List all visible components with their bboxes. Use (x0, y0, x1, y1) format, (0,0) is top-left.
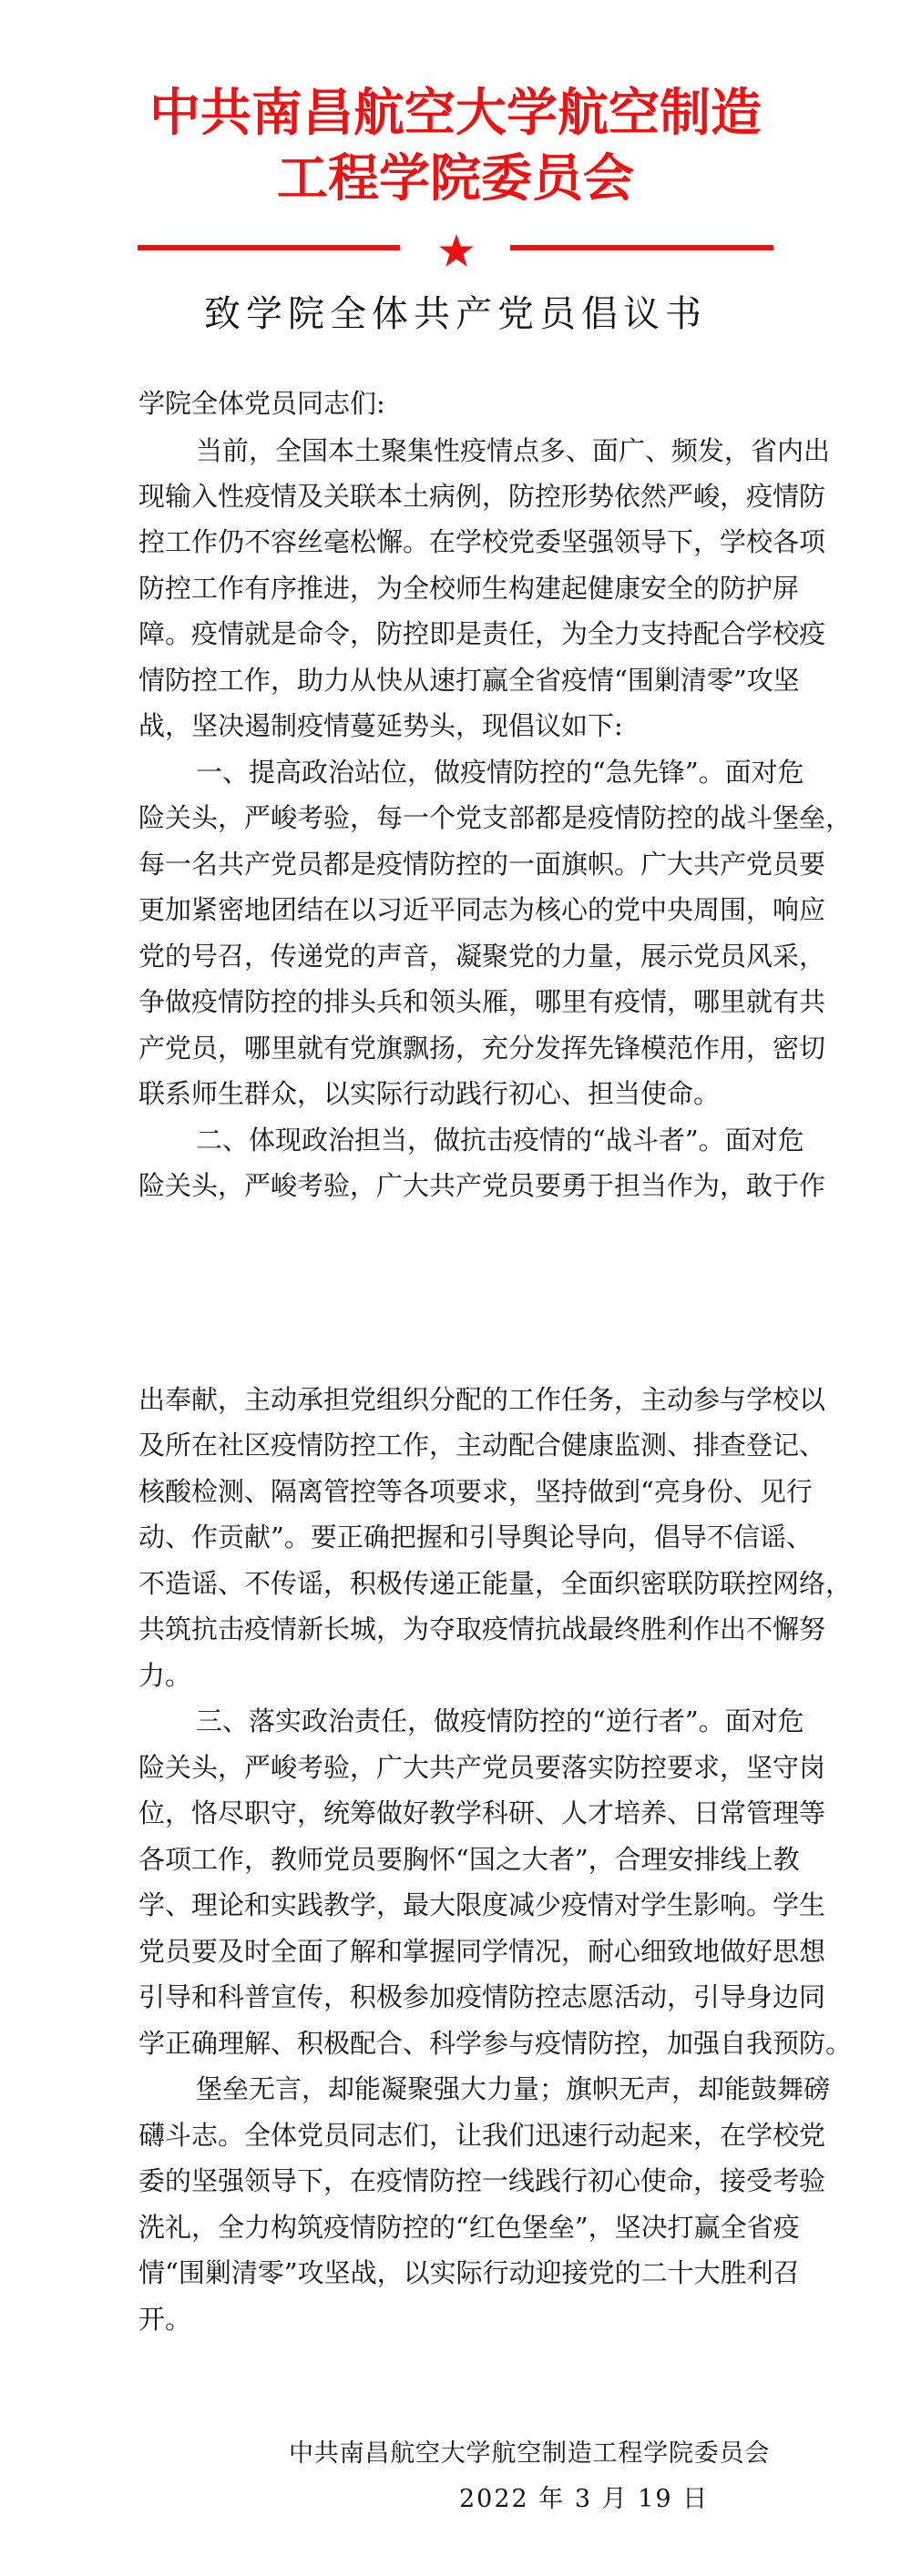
star-icon (438, 232, 475, 269)
body-text-line: 一、提高政治站位，做疫情防控的“急先锋”。面对危 (196, 757, 804, 788)
body-text-line: 险关头，严峻考验，每一个党支部都是疫情防控的战斗堡垒， (138, 802, 853, 833)
body-text-line: 堡垒无言，却能凝聚强大力量；旗帜无声，却能鼓舞磅 (196, 2073, 831, 2104)
body-text-line: 控工作仍不容丝毫松懈。在学校党委坚强领导下，学校各项 (138, 526, 826, 557)
body-text-line: 力。 (138, 1660, 192, 1691)
divider-right (510, 245, 773, 250)
signature-date: 2022 年 3 月 19 日 (459, 2485, 710, 2513)
body-text-line: 三、落实政治责任，做疫情防控的“逆行者”。面对危 (196, 1705, 804, 1736)
body-text-line: 防控工作有序推进，为全校师生构建起健康安全的防护屏 (138, 573, 800, 604)
body-text-line: 当前，全国本土聚集性疫情点多、面广、频发，省内出 (196, 435, 831, 466)
body-text-line: 情防控工作，助力从快从速打赢全省疫情“围剿清零”攻坚 (138, 665, 800, 696)
body-text-line: 战，坚决遏制疫情蔓延势头，现倡议如下: (138, 710, 623, 741)
body-text-line: 开。 (138, 2304, 192, 2335)
header-title-line-2: 工程学院委员会 (277, 149, 634, 209)
body-text-line: 险关头，严峻考验，广大共产党员要勇于担当作为，敢于作 (138, 1170, 826, 1201)
body-text-line: 每一名共产党员都是疫情防控的一面旗帜。广大共产党员要 (138, 849, 826, 880)
body-text-line: 及所在社区疫情防控工作，主动配合健康监测、排查登记、 (138, 1430, 826, 1461)
body-text-line: 委的坚强领导下，在疫情防控一线践行初心使命，接受考验 (138, 2165, 826, 2196)
body-text-line: 二、体现政治担当，做抗击疫情的“战斗者”。面对危 (196, 1125, 804, 1156)
body-text-line: 障。疫情就是命令，防控即是责任，为全力支持配合学校疫 (138, 618, 826, 649)
body-text-line: 位，恪尽职守，统筹做好教学科研、人才培养、日常管理等 (138, 1797, 826, 1828)
body-text-line: 产党员，哪里就有党旗飘扬，充分发挥先锋模范作用，密切 (138, 1033, 826, 1064)
body-text-line: 不造谣、不传谣，积极传递正能量，全面织密联防联控网络， (138, 1568, 853, 1599)
body-text-line: 党的号召，传递党的声音，凝聚党的力量，展示党员风采， (138, 941, 826, 972)
body-text-line: 各项工作，教师党员要胸怀“国之大者”，合理安排线上教 (138, 1844, 800, 1875)
body-text-line: 学院全体党员同志们: (138, 388, 385, 419)
body-text-line: 学正确理解、积极配合、科学参与疫情防控，加强自我预防。 (138, 2028, 853, 2059)
body-text-line: 争做疫情防控的排头兵和领头雁，哪里有疫情，哪里就有共 (138, 986, 826, 1017)
body-text-line: 更加紧密地团结在以习近平同志为核心的党中央周围，响应 (138, 894, 826, 925)
document-subtitle: 致学院全体共产党员倡议书 (204, 293, 707, 335)
body-text-line: 引导和科普宣传，积极参加疫情防控志愿活动，引导身边同 (138, 1981, 826, 2012)
divider-left (138, 245, 400, 250)
body-text-line: 共筑抗击疫情新长城，为夺取疫情抗战最终胜利作出不懈努 (138, 1614, 826, 1644)
body-text-line: 礴斗志。全体党员同志们，让我们迅速行动起来，在学校党 (138, 2120, 826, 2151)
body-text-line: 动、作贡献”。要正确把握和引导舆论导向，倡导不信谣、 (138, 1522, 813, 1553)
body-text-line: 现输入性疫情及关联本土病例，防控形势依然严峻，疫情防 (138, 481, 826, 512)
body-text-line: 核酸检测、隔离管控等各项要求，坚持做到“亮身份、见行 (138, 1476, 813, 1507)
signature-organization: 中共南昌航空大学航空制造工程学院委员会 (289, 2439, 771, 2468)
body-text-line: 党员要及时全面了解和掌握同学情况，耐心细致地做好思想 (138, 1936, 826, 1967)
body-text-line: 洗礼，全力构筑疫情防控的“红色堡垒”，坚决打赢全省疫 (138, 2212, 800, 2243)
body-text-line: 险关头，严峻考验，广大共产党员要落实防控要求，坚守岗 (138, 1752, 826, 1783)
header-title-line-1: 中共南昌航空大学航空制造 (149, 84, 762, 143)
body-text-line: 情“围剿清零”攻坚战，以实际行动迎接党的二十大胜利召 (138, 2257, 800, 2288)
body-text-line: 出奉献，主动承担党组织分配的工作任务，主动参与学校以 (138, 1384, 826, 1415)
body-text-line: 联系师生群众，以实际行动践行初心、担当使命。 (138, 1078, 721, 1109)
body-text-line: 学、理论和实践教学，最大限度减少疫情对学生影响。学生 (138, 1889, 826, 1920)
